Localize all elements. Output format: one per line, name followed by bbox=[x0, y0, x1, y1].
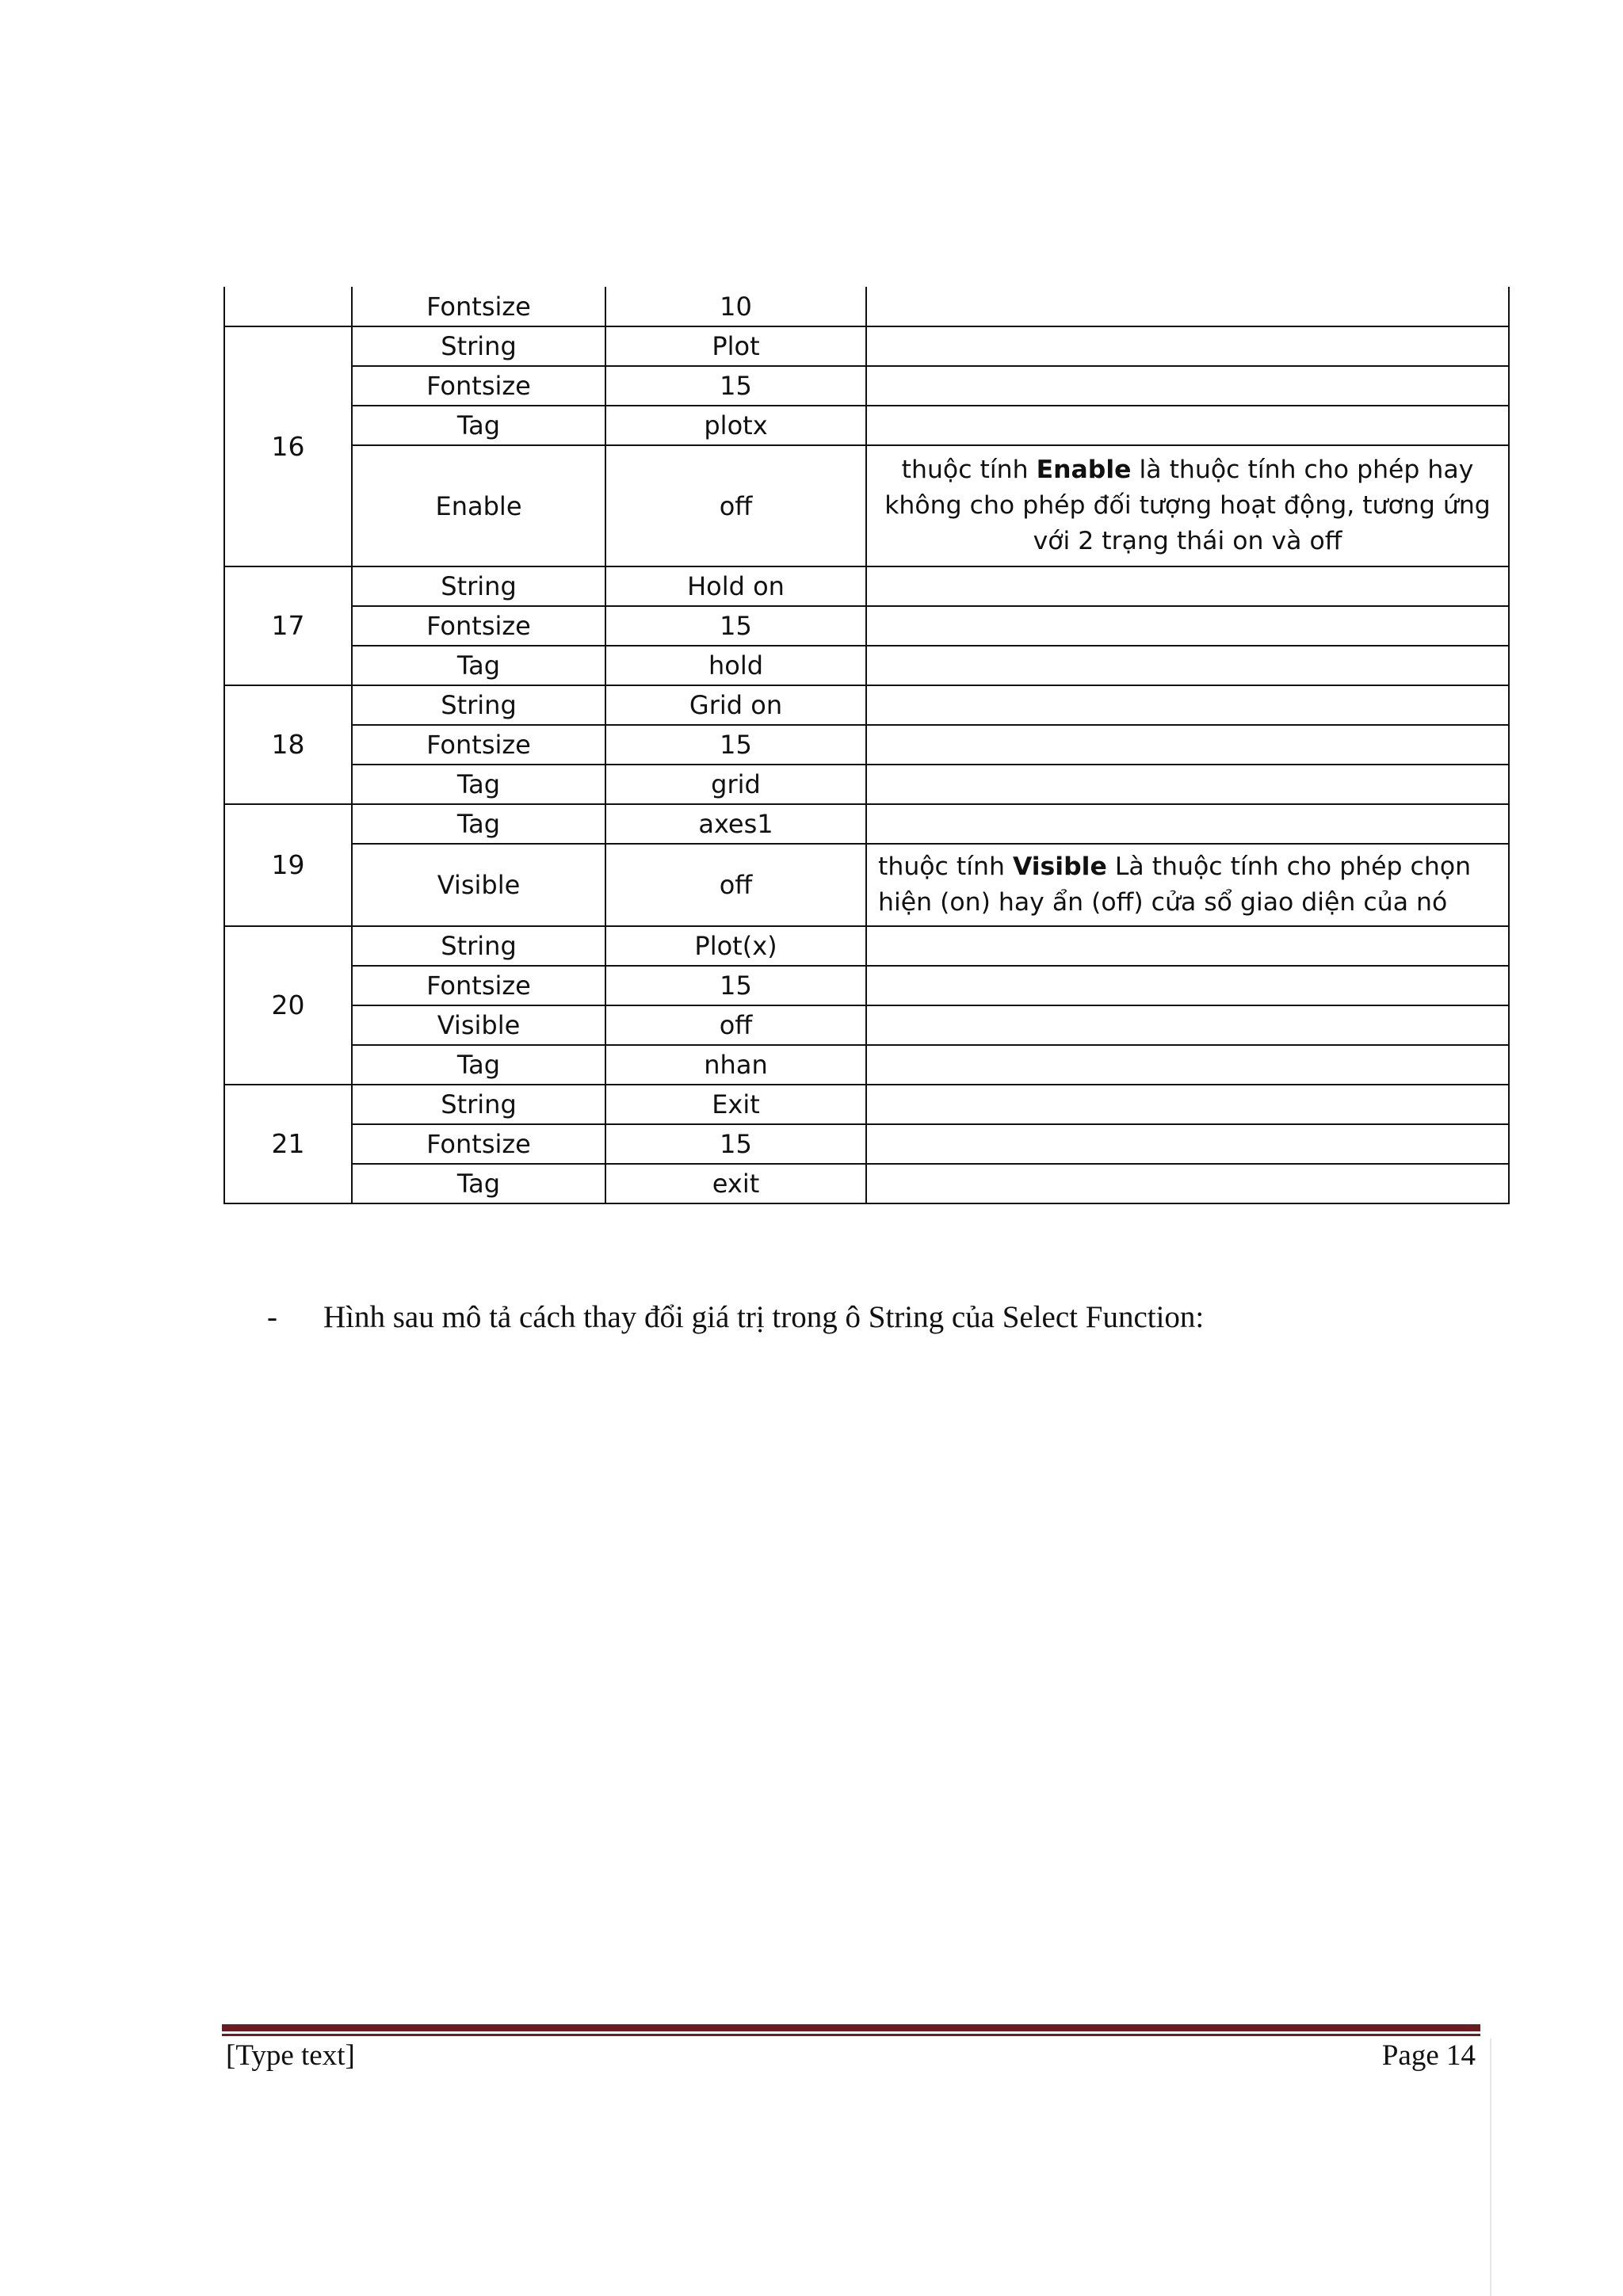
property-note bbox=[866, 646, 1509, 685]
property-value: 15 bbox=[605, 1124, 866, 1164]
property-name: Fontsize bbox=[352, 725, 605, 765]
table-row bbox=[224, 1085, 1509, 1124]
property-value: Grid on bbox=[605, 685, 866, 725]
property-name: Fontsize bbox=[352, 1124, 605, 1164]
note-text: là thuộc tính cho phép hay không cho phép đối tượng hoạt động, tương ứng với 2 trạng thái on và off bbox=[884, 456, 1491, 555]
property-value: Plot(x) bbox=[605, 926, 866, 966]
property-name: String bbox=[352, 926, 605, 966]
property-note bbox=[866, 685, 1509, 725]
property-note bbox=[866, 366, 1509, 406]
table-row bbox=[224, 966, 1509, 1005]
property-table bbox=[223, 287, 1510, 1204]
control-number: 16 bbox=[224, 326, 352, 566]
property-note bbox=[866, 445, 1509, 566]
table-row bbox=[224, 725, 1509, 765]
note-text: thuộc tính bbox=[878, 852, 1013, 881]
footer-rule-thin bbox=[222, 2034, 1480, 2036]
property-name: Tag bbox=[352, 406, 605, 445]
control-number: 21 bbox=[224, 1085, 352, 1203]
property-name: Visible bbox=[352, 1005, 605, 1045]
property-note bbox=[866, 926, 1509, 966]
page-edge-line bbox=[1490, 2039, 1491, 2296]
property-value: axes1 bbox=[605, 804, 866, 844]
table-row bbox=[224, 326, 1509, 366]
property-note bbox=[866, 287, 1509, 326]
property-value: plotx bbox=[605, 406, 866, 445]
paragraph-text: Hình sau mô tả cách thay đổi giá trị trong ô String của Select Function: bbox=[323, 1300, 1205, 1334]
property-note bbox=[866, 326, 1509, 366]
footer-placeholder-text: [Type text] bbox=[226, 2039, 355, 2072]
table-row bbox=[224, 566, 1509, 606]
property-name: Tag bbox=[352, 765, 605, 804]
property-name: Tag bbox=[352, 804, 605, 844]
property-name: Fontsize bbox=[352, 606, 605, 646]
property-name: Tag bbox=[352, 1164, 605, 1203]
property-note bbox=[866, 406, 1509, 445]
footer-rule bbox=[222, 2024, 1480, 2031]
property-note bbox=[866, 1164, 1509, 1203]
page-number: Page 14 bbox=[1381, 2039, 1476, 2072]
table-row bbox=[224, 366, 1509, 406]
property-name: Fontsize bbox=[352, 966, 605, 1005]
property-value: 15 bbox=[605, 725, 866, 765]
table-row bbox=[224, 1045, 1509, 1085]
table-row bbox=[224, 1164, 1509, 1203]
table-row bbox=[224, 844, 1509, 926]
bullet-marker: - bbox=[267, 1300, 277, 1334]
property-note bbox=[866, 1045, 1509, 1085]
property-name: Visible bbox=[352, 844, 605, 926]
property-note bbox=[866, 765, 1509, 804]
property-value: 15 bbox=[605, 606, 866, 646]
property-value: hold bbox=[605, 646, 866, 685]
property-name: Fontsize bbox=[352, 366, 605, 406]
property-name: String bbox=[352, 1085, 605, 1124]
table-row bbox=[224, 406, 1509, 445]
property-value: Exit bbox=[605, 1085, 866, 1124]
table-row bbox=[224, 445, 1509, 566]
property-note bbox=[866, 1005, 1509, 1045]
table-row bbox=[224, 804, 1509, 844]
property-name: String bbox=[352, 566, 605, 606]
property-value: Plot bbox=[605, 326, 866, 366]
property-note bbox=[866, 1124, 1509, 1164]
property-note bbox=[866, 566, 1509, 606]
table-row bbox=[224, 1124, 1509, 1164]
table-row bbox=[224, 685, 1509, 725]
note-text: Là thuộc tính cho phép chọn hiện (on) hay ẩn (off) cửa sổ giao diện của nó bbox=[878, 852, 1472, 917]
property-value: off bbox=[605, 1005, 866, 1045]
property-note bbox=[866, 844, 1509, 926]
property-name: String bbox=[352, 685, 605, 725]
property-name: Tag bbox=[352, 1045, 605, 1085]
property-name: Fontsize bbox=[352, 287, 605, 326]
property-value: 15 bbox=[605, 366, 866, 406]
property-name: String bbox=[352, 326, 605, 366]
property-name: Enable bbox=[352, 445, 605, 566]
property-value: Hold on bbox=[605, 566, 866, 606]
property-note bbox=[866, 966, 1509, 1005]
table-row bbox=[224, 606, 1509, 646]
control-number: 17 bbox=[224, 566, 352, 685]
control-number bbox=[224, 287, 352, 326]
control-number: 18 bbox=[224, 685, 352, 804]
property-value: 15 bbox=[605, 966, 866, 1005]
table-row bbox=[224, 1005, 1509, 1045]
note-keyword: Visible bbox=[1012, 852, 1107, 881]
control-number: 20 bbox=[224, 926, 352, 1085]
note-text: thuộc tính bbox=[901, 456, 1037, 484]
note-keyword: Enable bbox=[1036, 456, 1132, 484]
property-value: nhan bbox=[605, 1045, 866, 1085]
table-row bbox=[224, 765, 1509, 804]
property-note bbox=[866, 804, 1509, 844]
table-row bbox=[224, 287, 1509, 326]
property-value: exit bbox=[605, 1164, 866, 1203]
property-value: off bbox=[605, 844, 866, 926]
table-row bbox=[224, 926, 1509, 966]
property-name: Tag bbox=[352, 646, 605, 685]
property-value: grid bbox=[605, 765, 866, 804]
property-value: 10 bbox=[605, 287, 866, 326]
property-note bbox=[866, 1085, 1509, 1124]
property-note bbox=[866, 725, 1509, 765]
control-number: 19 bbox=[224, 804, 352, 926]
property-note bbox=[866, 606, 1509, 646]
table-row bbox=[224, 646, 1509, 685]
property-value: off bbox=[605, 445, 866, 566]
